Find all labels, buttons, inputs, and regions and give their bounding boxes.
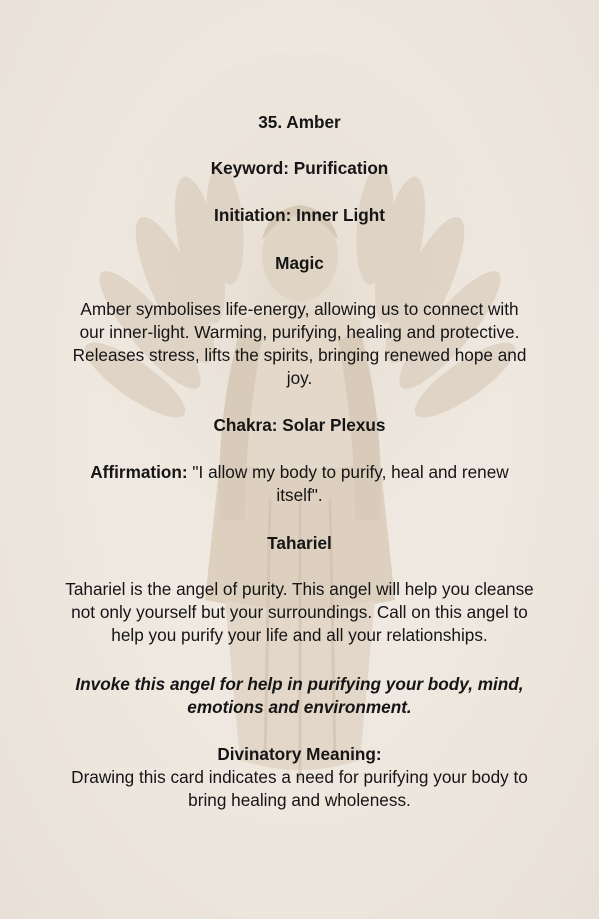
angel-text-line: not only yourself but your surroundings. Call on this angel to [71,602,528,622]
divinatory-text-line: bring healing and wholeness. [188,790,411,810]
angel-heading: Tahariel [267,533,332,553]
divinatory-text-line: Drawing this card indicates a need for purifying your body to [71,767,528,787]
initiation: Initiation: Inner Light [214,205,385,225]
magic-text-line: Releases stress, lifts the spirits, bringing renewed hope and [72,345,527,365]
card-title: 35. Amber [258,112,341,132]
magic-text-line: Amber symbolises life-energy, allowing us to connect with [80,299,519,319]
magic-heading: Magic [275,253,324,273]
divinatory-heading: Divinatory Meaning: [217,744,382,764]
angel-text-line: Tahariel is the angel of purity. This angel will help you cleanse [65,579,534,599]
angel-text-line: help you purify your life and all your relationships. [111,625,488,645]
affirmation-label: Affirmation: [90,462,188,482]
keyword: Keyword: Purification [210,158,389,178]
affirmation-line [40,461,559,484]
magic-text-line: joy. [286,368,313,388]
magic-text-line: our inner-light. Warming, purifying, healing and protective. [79,322,520,342]
affirmation-text-cont: itself". [276,485,323,505]
invoke-text-line: Invoke this angel for help in purifying your body, mind, [75,674,524,694]
invoke-text-line: emotions and environment. [187,697,412,717]
chakra: Chakra: Solar Plexus [213,415,386,435]
affirmation-text: "I allow my body to purify, heal and renew [187,462,509,482]
